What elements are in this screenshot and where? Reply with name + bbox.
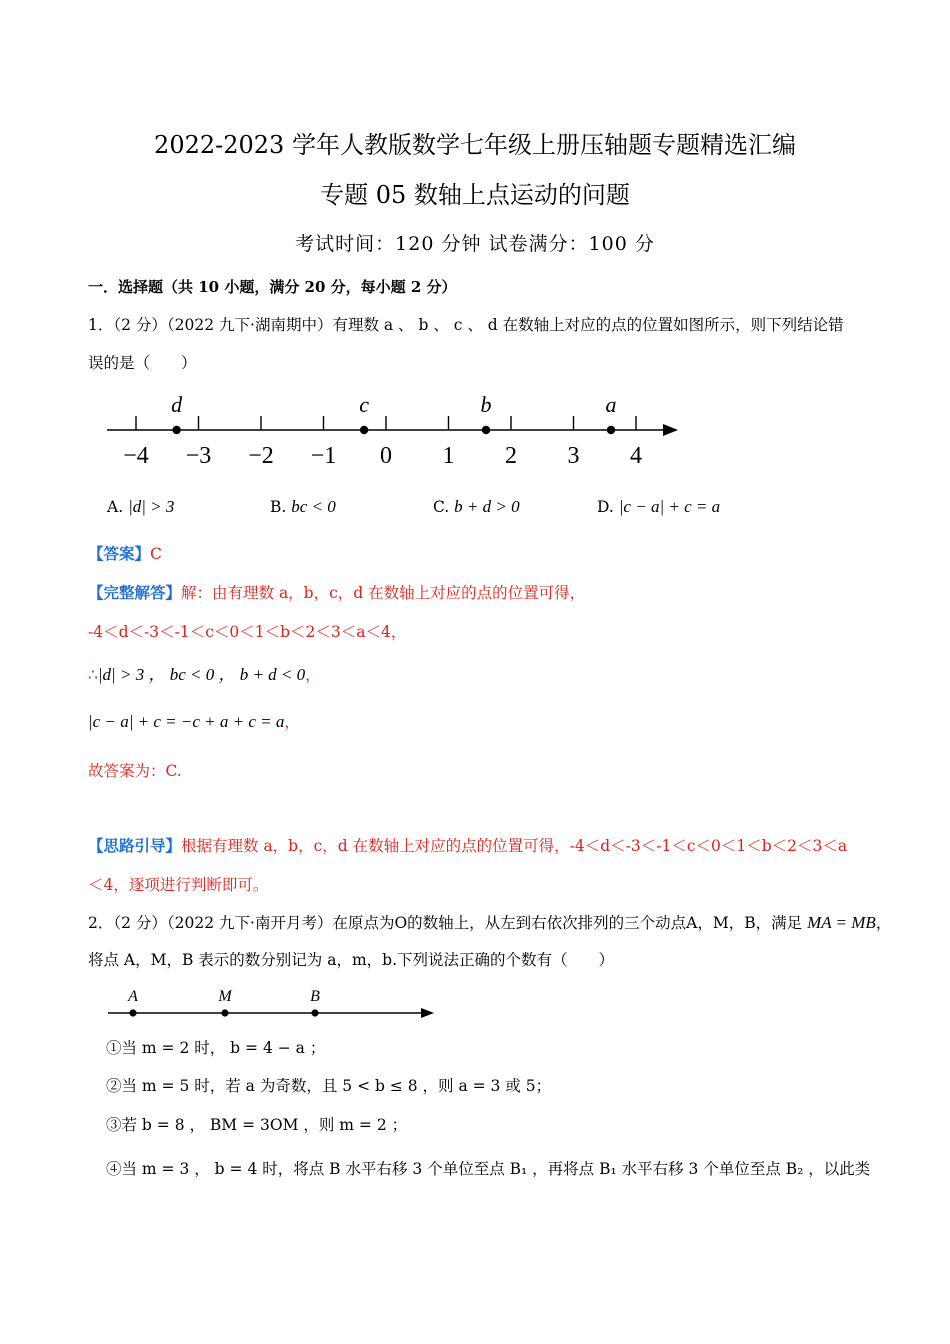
q1-hint-line1 (88, 834, 847, 856)
q1-tick-label: −3 (185, 443, 212, 469)
q1-hint-line2: ＜4，逐项进行判断即可。 (88, 876, 269, 894)
q1-number-line (100, 388, 690, 473)
q1-stem-line1: 1．（2 分）（2022 九下·湖南期中）有理数 a 、 b 、 c 、 d 在数轴上对应的点的位置如图所示，则下列结论错 (88, 316, 844, 334)
q2-stem-math: MA = MB (807, 913, 876, 932)
option-d-label: D. (597, 498, 614, 516)
q1-solution-line1 (88, 581, 585, 603)
section-heading: 一．选择题（共 10 小题，满分 20 分，每小题 2 分） (88, 278, 457, 296)
q2-statement-3: ③若 b = 8 ， BM = 3OM ，则 m = 2 ； (106, 1116, 408, 1134)
hint-tag: 【思路引导】 (88, 836, 182, 855)
q1-point-label-b: b (480, 392, 492, 417)
q1-tick-label: −4 (123, 443, 149, 469)
q1-tick-label: 2 (505, 443, 517, 469)
q1-tick-label: −1 (310, 443, 337, 469)
therefore-symbol: ∴ (88, 666, 98, 684)
q2-point-B (311, 1009, 318, 1016)
answer-value: C (150, 545, 162, 563)
q1-solution-line3 (88, 660, 321, 685)
solution-tag: 【完整解答】 (88, 583, 182, 602)
hint-text-1: 根据有理数 a，b，c，d 在数轴上对应的点的位置可得，-4＜d＜-3＜-1＜c＜0＜1＜b＜2＜3＜a (181, 837, 848, 855)
q1-solution-line5: 故答案为：C. (88, 762, 182, 780)
solution-text-1: 解：由有理数 a，b，c，d 在数轴上对应的点的位置可得， (181, 584, 586, 602)
q1-point-label-c: c (359, 392, 370, 417)
document-title: 2022-2023 学年人教版数学七年级上册压轴题专题精选汇编 (154, 131, 796, 159)
q1-point-c (360, 426, 368, 434)
option-b-label: B. (270, 498, 287, 516)
q1-point-b (482, 426, 490, 434)
q2-axis-arrow (421, 1008, 434, 1018)
document-subtitle: 专题 05 数轴上点运动的问题 (320, 181, 630, 209)
q2-stem-text: 2．（2 分）（2022 九下·南开月考）在原点为O的数轴上，从左到右依次排列的三个动点A，M，B，满足 (88, 914, 803, 932)
q1-tick-label: 0 (380, 443, 392, 469)
q2-number-line (100, 982, 445, 1027)
q1-option-a[interactable] (107, 497, 174, 517)
option-c-math: b + d > 0 (454, 497, 520, 516)
q1-ticks (123, 416, 642, 469)
q2-point-label-B: B (310, 988, 320, 1005)
option-a-label: A. (107, 498, 124, 516)
q2-point-M (221, 1009, 228, 1016)
q2-point-label-A: A (128, 988, 138, 1005)
exam-meta: 考试时间：120 分钟 试卷满分：100 分 (295, 233, 655, 255)
q2-point-A (129, 1009, 136, 1016)
q2-statement-4: ④当 m = 3 ， b = 4 时，将点 B 水平右移 3 个单位至点 B₁ ，再将点 B₁ 水平右移 3 个单位至点 B₂ ，以此类 (106, 1160, 871, 1178)
solution-comma-4: ， (284, 713, 300, 731)
q1-answer (88, 542, 162, 564)
q1-axis (107, 424, 678, 436)
q1-point-label-d: d (171, 392, 183, 417)
q1-option-c[interactable] (433, 497, 520, 517)
q2-stem-line1 (88, 911, 891, 933)
q1-solution-line4 (88, 710, 300, 732)
q1-option-b[interactable] (270, 497, 336, 517)
q1-tick-label: −2 (248, 443, 274, 469)
option-c-label: C. (433, 498, 450, 516)
q1-point-label-a: a (605, 392, 617, 417)
q1-tick-label: 4 (630, 443, 642, 469)
q1-point-a (607, 426, 615, 434)
q1-points (171, 392, 616, 434)
q1-tick-label: 3 (567, 443, 580, 469)
option-b-math: bc < 0 (291, 497, 336, 516)
q2-stem-line2: 将点 A，M，B 表示的数分别记为 a，m，b.下列说法正确的个数有（ ） (88, 951, 615, 969)
q2-statement-1: ①当 m = 2 时， b = 4 − a ； (106, 1039, 326, 1057)
solution-math-4: |c − a| + c = −c + a + c = a (88, 712, 285, 731)
q1-tick-label: 1 (442, 443, 455, 469)
q2-stem-end: ， (875, 914, 892, 932)
solution-math-3: |d| > 3 ， bc < 0 ， b + d < 0 (97, 665, 306, 684)
q1-option-d[interactable] (597, 497, 720, 517)
option-a-math: |d| > 3 (128, 497, 175, 516)
q2-statement-2: ②当 m = 5 时，若 a 为奇数，且 5 < b ≤ 8 ，则 a = 3 或 5； (106, 1077, 552, 1095)
answer-tag: 【答案】 (88, 544, 151, 563)
q1-stem-line2: 误的是（ ） (88, 354, 197, 372)
q1-point-d (172, 426, 180, 434)
solution-comma-3: ， (305, 666, 321, 684)
q2-point-label-M: M (218, 988, 232, 1005)
q1-solution-line2: -4＜d＜-3＜-1＜c＜0＜1＜b＜2＜3＜a＜4， (88, 623, 407, 641)
option-d-math: |c − a| + c = a (618, 497, 721, 516)
